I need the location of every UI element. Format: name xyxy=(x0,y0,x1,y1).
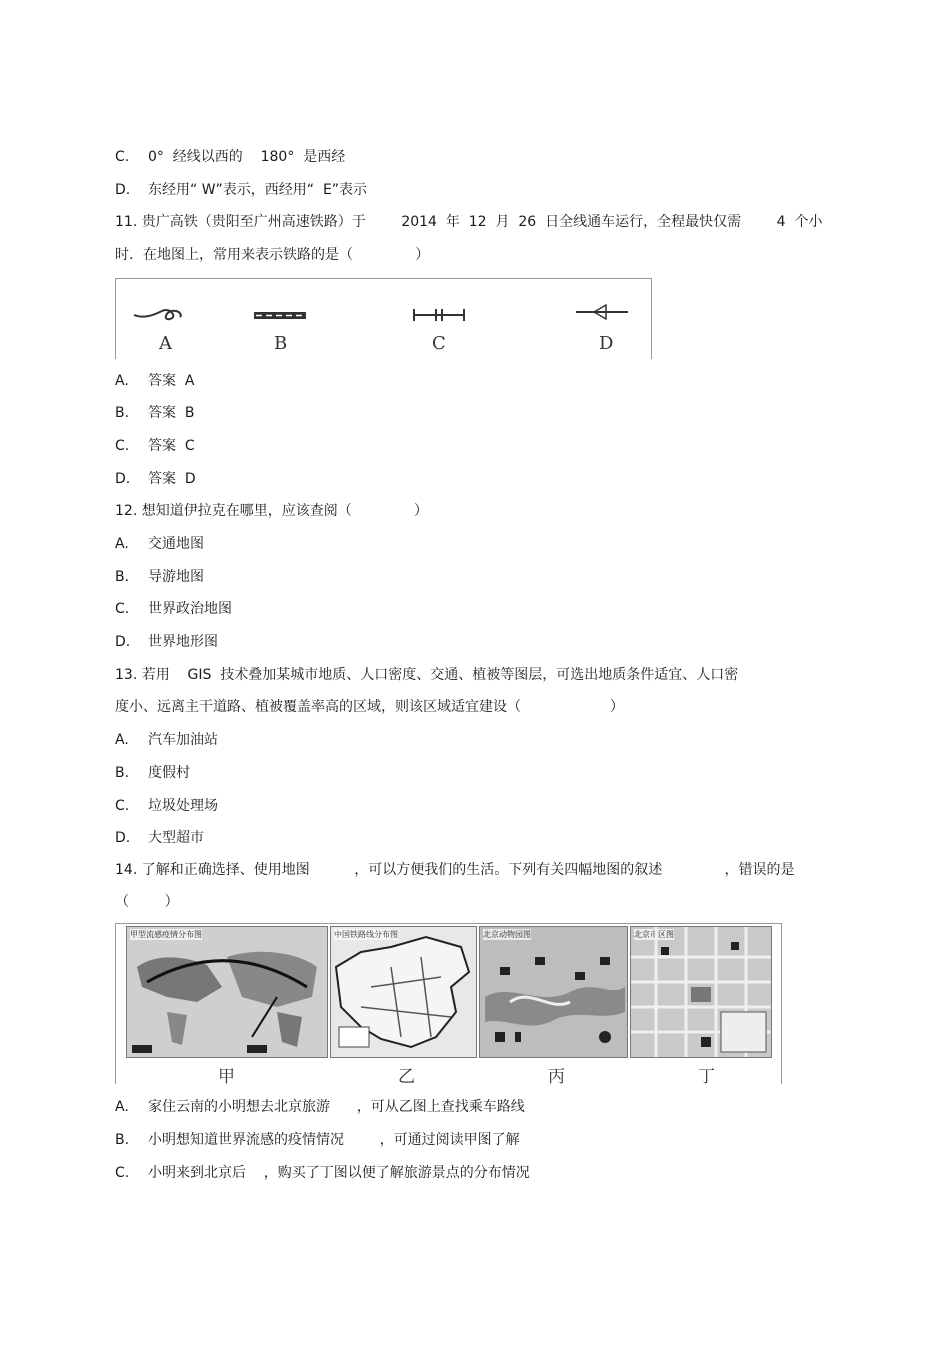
q11-stem-line1: 11. 贵广高铁（贵阳至广州高速铁路）于 2014 年 12 月 26 日全线通车运行，全程最快仅需 4 个小 xyxy=(115,214,823,230)
symbol-a-icon xyxy=(134,310,181,319)
map-yi-title: 中国铁路线分布图 xyxy=(334,930,398,939)
q11-option-b-letter: B. xyxy=(115,405,130,421)
q12-option-c-letter: C. xyxy=(115,601,130,617)
q13-option-a-letter: A. xyxy=(115,732,129,748)
q13-option-c-text: 垃圾处理场 xyxy=(148,798,218,814)
railway-symbols-svg xyxy=(116,279,651,359)
q11-option-d-text: 答案 D xyxy=(148,471,196,487)
q11-stem-line2: 时．在地图上，常用来表示铁路的是（ ） xyxy=(115,247,430,263)
q11-option-c-text: 答案 C xyxy=(148,438,195,454)
symbol-a-label: A xyxy=(159,333,172,354)
q11-option-d-letter: D. xyxy=(115,471,131,487)
q11-option-a-text: 答案 A xyxy=(148,373,195,389)
q13-option-b-text: 度假村 xyxy=(148,765,190,781)
map-bing-caption: 丙 xyxy=(548,1067,565,1087)
q14-stem-line2: （ ） xyxy=(115,894,179,910)
q12-option-d-text: 世界地形图 xyxy=(148,634,218,650)
q14-option-c-text: 小明来到北京后 ，购买了丁图以便了解旅游景点的分布情况 xyxy=(148,1165,530,1181)
map-bing xyxy=(479,926,628,1058)
q13-option-c-letter: C. xyxy=(115,798,130,814)
symbol-c-label: C xyxy=(432,333,446,354)
q13-option-d-text: 大型超市 xyxy=(148,830,204,846)
map-jia xyxy=(126,926,328,1058)
q11-option-b-text: 答案 B xyxy=(148,405,195,421)
q14-option-b-text: 小明想知道世界流感的疫情情况 ，可通过阅读甲图了解 xyxy=(148,1132,520,1148)
q10-option-c-text: 0° 经线以西的 180° 是西经 xyxy=(148,149,346,165)
q12-option-a-letter: A. xyxy=(115,536,129,552)
q11-symbol-figure xyxy=(115,278,652,359)
q14-stem-line1: 14. 了解和正确选择、使用地图 ，可以方便我们的生活。下列有关四幅地图的叙述 ，错误的是 xyxy=(115,862,795,878)
q12-stem: 12. 想知道伊拉克在哪里，应该查阅（ ） xyxy=(115,503,429,519)
q10-option-d-text: 东经用“ W”表示，西经用“ E”表示 xyxy=(148,182,368,198)
q14-maps-figure xyxy=(115,923,782,1087)
q13-stem-line1: 13. 若用 GIS 技术叠加某城市地质、人口密度、交通、植被等图层，可选出地质条件适宜、人口密 xyxy=(115,667,739,683)
q14-option-c-letter: C. xyxy=(115,1165,130,1181)
q12-option-c-text: 世界政治地图 xyxy=(148,601,232,617)
map-ding-title: 北京市区图 xyxy=(634,930,674,939)
map-jia-title: 甲型流感疫情分布图 xyxy=(130,930,202,939)
symbol-c-icon xyxy=(414,309,464,321)
map-yi-caption: 乙 xyxy=(398,1067,415,1087)
q10-option-c-letter: C. xyxy=(115,149,130,165)
q10-option-d-letter: D. xyxy=(115,182,131,198)
q13-option-d-letter: D. xyxy=(115,830,131,846)
q14-option-a-text: 家住云南的小明想去北京旅游 ，可从乙图上查找乘车路线 xyxy=(148,1099,525,1115)
map-yi xyxy=(330,926,477,1058)
map-jia-caption: 甲 xyxy=(218,1067,235,1087)
map-bing-title: 北京动物园图 xyxy=(483,930,531,939)
q12-option-b-letter: B. xyxy=(115,569,130,585)
q14-option-b-letter: B. xyxy=(115,1132,130,1148)
q11-option-c-letter: C. xyxy=(115,438,130,454)
symbol-b-label: B xyxy=(274,333,288,354)
q13-stem-line2: 度小、远离主干道路、植被覆盖率高的区域，则该区域适宜建设（ ） xyxy=(115,699,625,715)
map-ding xyxy=(630,926,772,1058)
symbol-d-label: D xyxy=(599,333,614,354)
q12-option-b-text: 导游地图 xyxy=(148,569,204,585)
map-ding-caption: 丁 xyxy=(698,1067,715,1087)
q13-option-a-text: 汽车加油站 xyxy=(148,732,218,748)
q14-option-a-letter: A. xyxy=(115,1099,129,1115)
q13-option-b-letter: B. xyxy=(115,765,130,781)
q12-option-d-letter: D. xyxy=(115,634,131,650)
q12-option-a-text: 交通地图 xyxy=(148,536,204,552)
symbol-d-icon xyxy=(576,305,628,319)
q11-option-a-letter: A. xyxy=(115,373,129,389)
